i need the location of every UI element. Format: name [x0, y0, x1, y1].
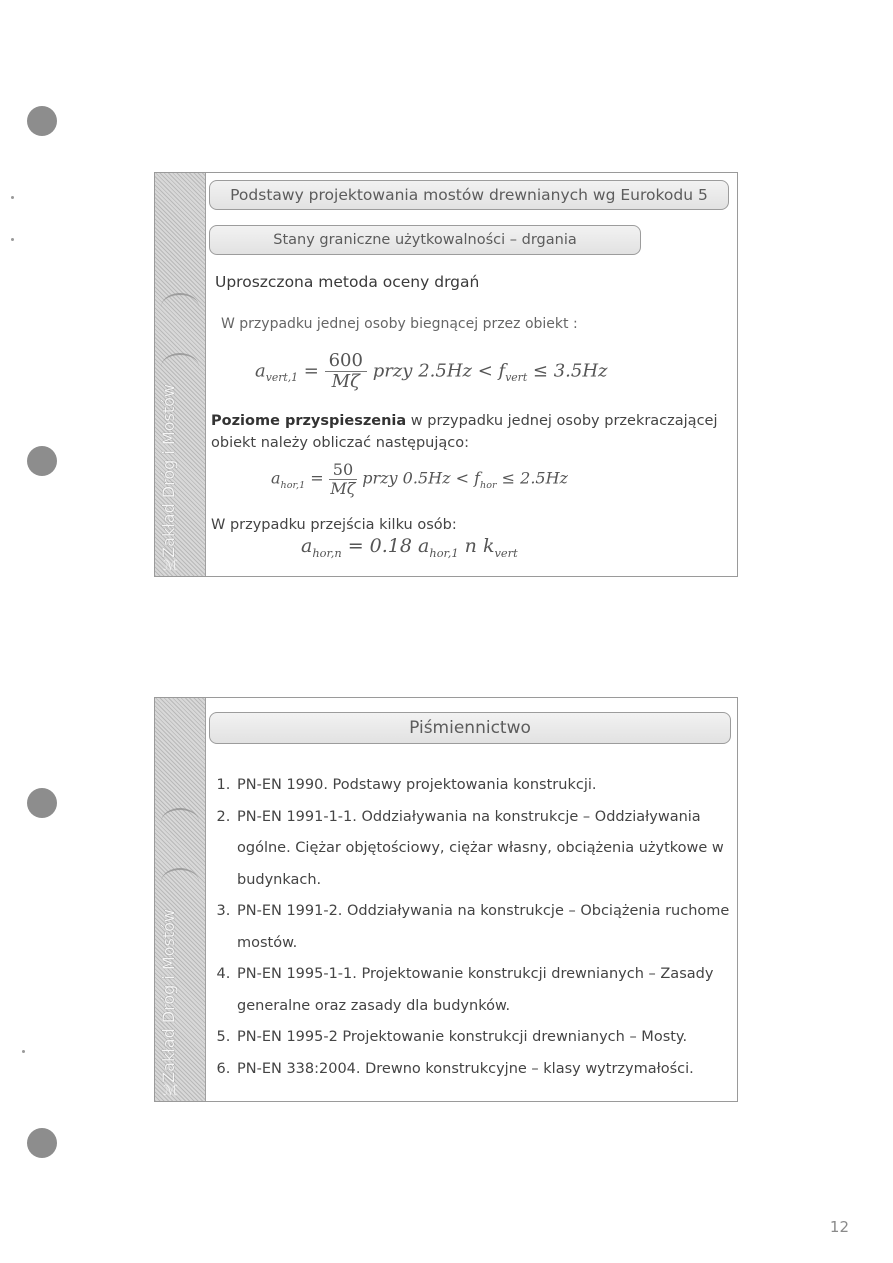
- section-heading: Uproszczona metoda oceny drgań: [215, 273, 480, 291]
- sidebar-bridge-graphic: [161, 353, 199, 381]
- text-line: W przypadku jednej osoby biegnącej przez obiekt :: [221, 316, 578, 332]
- binder-hole: [27, 106, 57, 136]
- sidebar-logo-icon: ℳ: [163, 1083, 178, 1099]
- slide-bibliography: [154, 697, 738, 1102]
- binder-hole: [27, 1128, 57, 1158]
- list-item: 5. PN-EN 1995-2 Projektowanie konstrukcji drewnianych – Mosty.: [235, 1022, 745, 1054]
- slide-sidebar: [155, 698, 206, 1101]
- text-line: Poziome przyspieszenia w przypadku jednej osoby przekraczającej: [211, 413, 718, 429]
- page-number: 12: [829, 1218, 849, 1236]
- slide-subtitle: Stany graniczne użytkowalności – drgania: [273, 232, 577, 248]
- formula-multiple: $a_{hor,n} = 0.18$ $a_{hor,1}$ n $k_{vert}$: [301, 535, 518, 560]
- formula-vertical: $a_{vert,1}$ = $\frac{600}{M\zeta}$ przy $2.5Hz < f_{vert} \le 3.5Hz$: [255, 350, 608, 392]
- slide-title-box: [209, 712, 731, 744]
- sidebar-logo-icon: ℳ: [163, 558, 178, 574]
- list-item: 2. PN-EN 1991-1-1. Oddziaływania na konstrukcje – Oddziaływania ogólne. Ciężar objętościowy, ciężar własny, obciążenia użytkowe w budynkach.: [235, 802, 745, 897]
- scan-speck: [11, 238, 14, 241]
- reference-list: [213, 770, 745, 1085]
- scan-speck: [22, 1050, 25, 1053]
- text-line: obiekt należy obliczać następująco:: [211, 435, 469, 451]
- slide-sidebar: [155, 173, 206, 576]
- sidebar-title: Zakład Dróg i Mostów: [159, 909, 178, 1083]
- slide-title-box: [209, 180, 729, 210]
- formula-horizontal: $a_{hor,1}$ = $\frac{50}{M\zeta}$ przy $0.5Hz < f_{hor} \le 2.5Hz$: [271, 460, 568, 498]
- slide-title: Podstawy projektowania mostów drewnianych wg Eurokodu 5: [230, 186, 708, 204]
- sidebar-title: Zakład Dróg i Mostów: [159, 384, 178, 558]
- list-item: 4. PN-EN 1995-1-1. Projektowanie konstrukcji drewnianych – Zasady generalne oraz zasady dla budynków.: [235, 959, 745, 1022]
- text-line: W przypadku przejścia kilku osób:: [211, 517, 457, 533]
- sidebar-bridge-graphic: [161, 808, 199, 836]
- list-item: 6. PN-EN 338:2004. Drewno konstrukcyjne – klasy wytrzymałości.: [235, 1054, 745, 1086]
- binder-hole: [27, 446, 57, 476]
- slide-vibration: [154, 172, 738, 577]
- slide-title: Piśmiennictwo: [409, 718, 531, 738]
- list-item: 1. PN-EN 1990. Podstawy projektowania konstrukcji.: [235, 770, 745, 802]
- subtitle-box: [209, 225, 641, 255]
- list-item: 3. PN-EN 1991-2. Oddziaływania na konstrukcje – Obciążenia ruchome mostów.: [235, 896, 745, 959]
- scan-speck: [11, 196, 14, 199]
- sidebar-bridge-graphic: [161, 868, 199, 896]
- sidebar-bridge-graphic: [161, 293, 199, 321]
- binder-hole: [27, 788, 57, 818]
